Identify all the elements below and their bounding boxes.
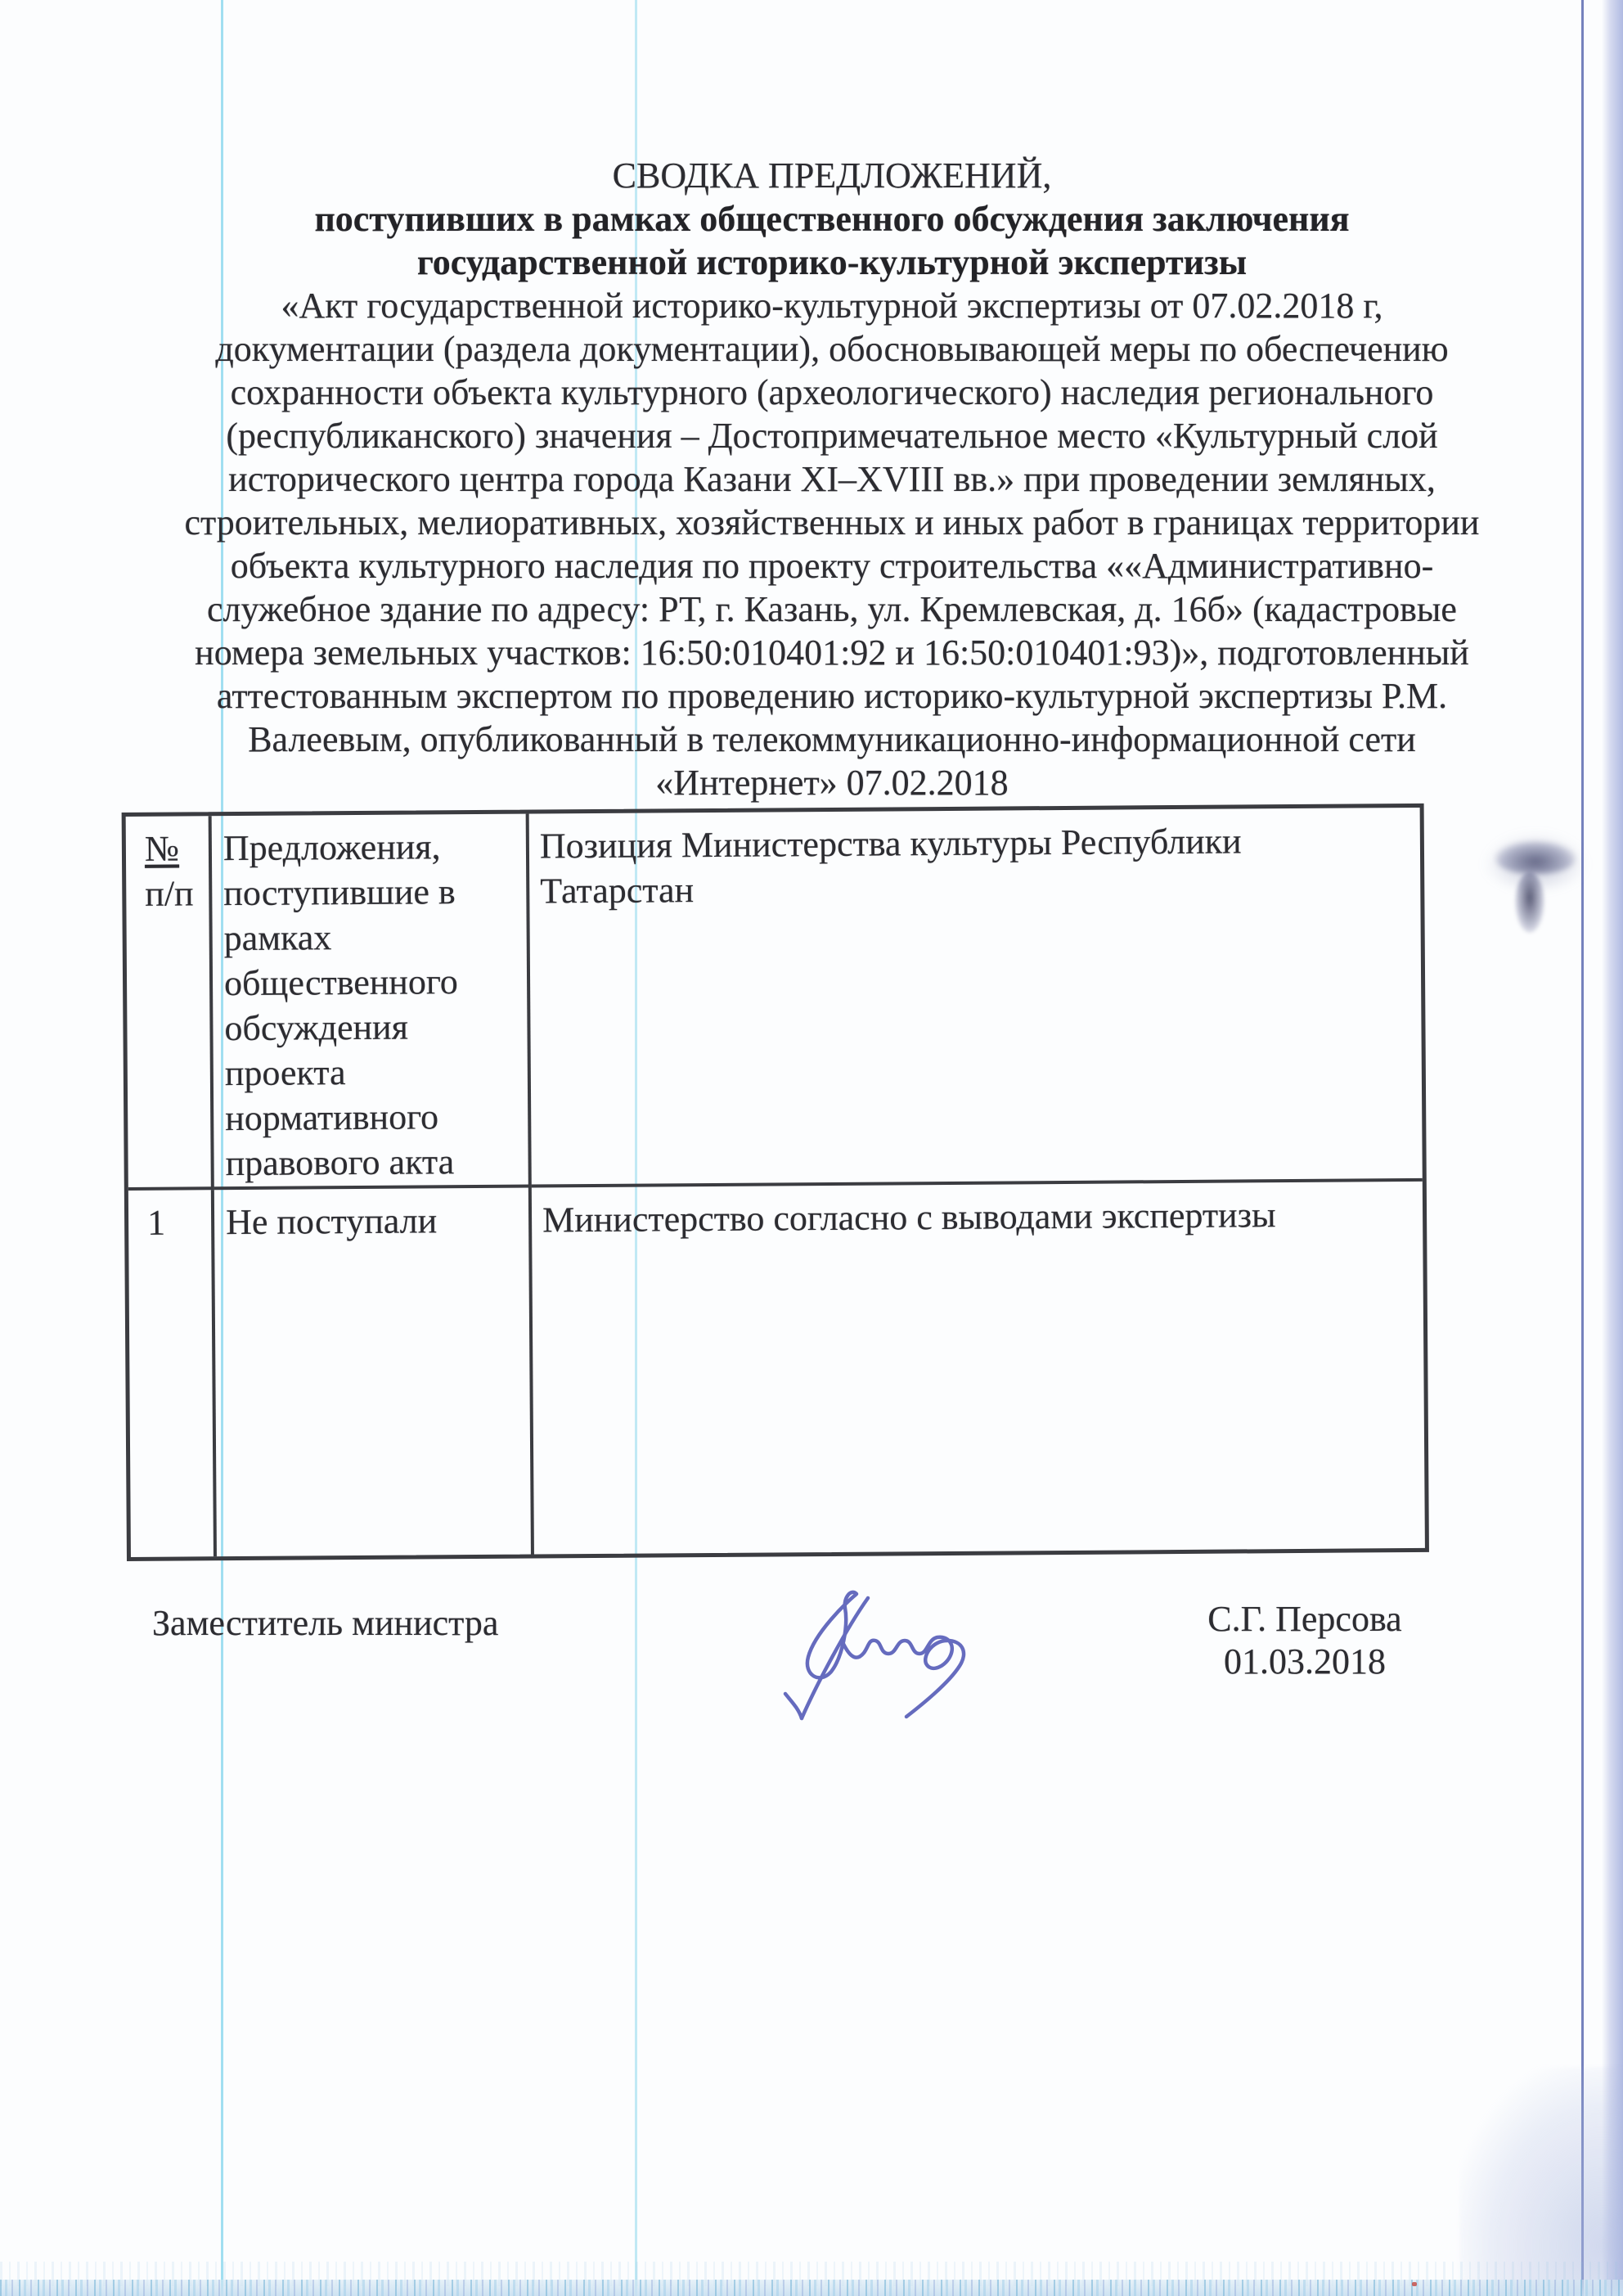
doc-title-line: строительных, мелиоративных, хозяйственных и иных работ в границах территории [184, 502, 1480, 542]
doc-title-line: служебное здание по адресу: РТ, г. Казань, ул. Кремлевская, д. 16б» (кадастровые [207, 589, 1457, 629]
header-line: обсуждения [224, 1006, 409, 1049]
header-line: Предложения, [223, 826, 441, 869]
doc-title-line: государственной историко-культурной экспертизы [416, 242, 1248, 282]
signer-name: С.Г. Персова [1207, 1599, 1402, 1639]
doc-title-line: СВОДКА ПРЕДЛОЖЕНИЙ, [612, 155, 1052, 196]
table-cell-position-value [532, 1182, 1425, 1555]
proposals-value: Не поступали [225, 1200, 438, 1243]
ink-smudge-drop [1515, 872, 1544, 933]
signer-position-title: Заместитель министра [152, 1603, 499, 1643]
doc-title-line: документации (раздела документации), обосновывающей меры по обеспечению [215, 329, 1449, 369]
number-sign-sub-label: п/п [145, 873, 194, 914]
doc-title-line: поступивших в рамках общественного обсуждения заключения [314, 199, 1350, 239]
scan-edge-shadow-band [1602, 0, 1623, 2296]
header-line: нормативного [225, 1096, 439, 1139]
table-cell-proposals-value [214, 1188, 534, 1557]
signer-name-and-date [1137, 1598, 1472, 1683]
header-line: Татарстан [540, 870, 695, 912]
header-line: Позиция Министерства культуры Республики [539, 821, 1242, 867]
scan-edge-pen-line [1581, 0, 1584, 2296]
doc-title-line: объекта культурного наследия по проекту строительства ««Административно- [230, 546, 1434, 586]
document-heading [90, 154, 1574, 804]
doc-title-line: «Интернет» 07.02.2018 [655, 763, 1009, 803]
row-number-value: 1 [146, 1202, 166, 1243]
doc-title-line: «Акт государственной историко-культурной экспертизы от 07.02.2018 г, [281, 286, 1383, 326]
table-header-proposals [212, 814, 532, 1191]
table-header-number [126, 816, 214, 1191]
doc-title-line: (республиканского) значения – Достопримечательное место «Культурный слой [226, 416, 1438, 456]
table-header-ministry-position [529, 808, 1423, 1188]
doc-title-line: исторического центра города Казани XI–XVIII вв.» при проведении земляных, [228, 459, 1436, 499]
doc-title-line: номера земельных участков: 16:50:010401:92 и 16:50:010401:93)», подготовленный [195, 633, 1469, 673]
handwritten-signature-ink [761, 1582, 987, 1722]
header-line: проекта [224, 1052, 346, 1094]
signoff-date: 01.03.2018 [1224, 1641, 1386, 1681]
doc-title-line: аттестованным экспертом по проведению историко-культурной экспертизы Р.М. [216, 676, 1448, 716]
header-line: общественного [223, 961, 458, 1004]
scan-bottom-edge-band [0, 2280, 1623, 2296]
number-sign-label: № [144, 828, 180, 869]
proposals-table [122, 804, 1429, 1561]
position-value: Министерство согласно с выводами экспертизы [542, 1195, 1276, 1240]
header-line: поступившие в [223, 871, 456, 914]
scan-red-speck [1412, 2282, 1417, 2286]
doc-title-line: Валеевым, опубликованный в телекоммуникационно-информационной сети [248, 719, 1416, 759]
header-line: рамках [223, 917, 332, 959]
table-cell-row-number [128, 1190, 217, 1557]
header-line: правового акта [225, 1141, 455, 1184]
doc-title-line: сохранности объекта культурного (археологического) наследия регионального [230, 372, 1434, 412]
ink-smudge-arc [1495, 841, 1576, 874]
